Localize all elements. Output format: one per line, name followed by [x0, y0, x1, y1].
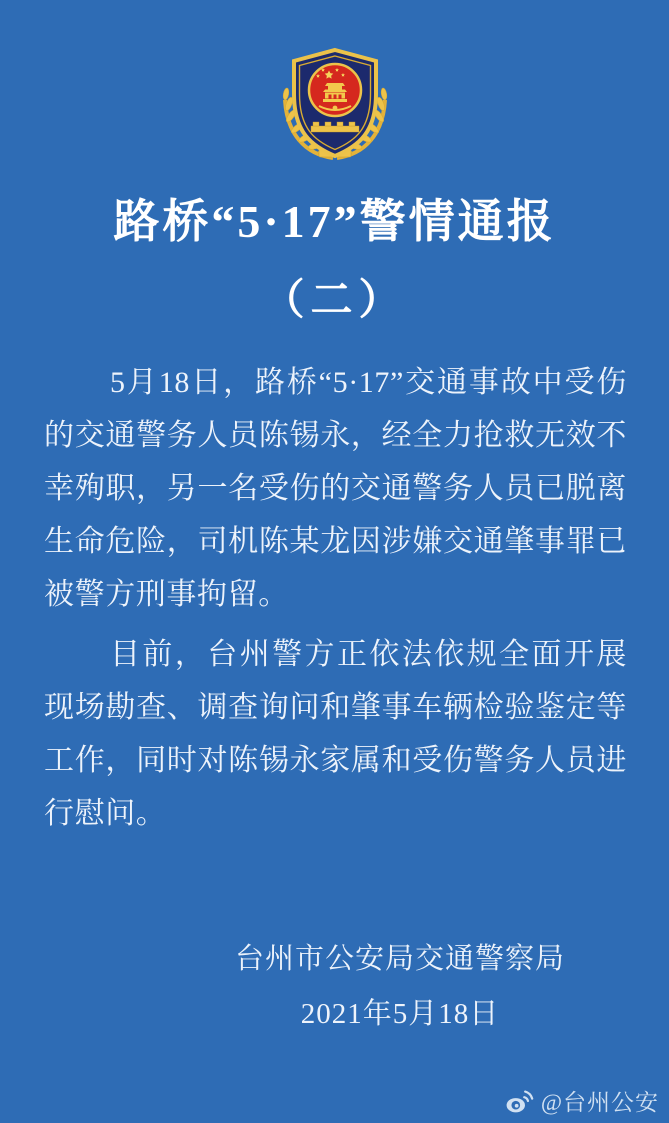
signature-date: 2021年5月18日 [300, 998, 500, 1030]
weibo-account: @台州公安 [540, 1090, 659, 1115]
notice-title-line2: （二） [262, 278, 407, 324]
police-badge-icon [275, 42, 395, 162]
signature-org: 台州市公安局交通警察局 [234, 943, 565, 975]
weibo-icon [505, 1087, 535, 1114]
notice-title [0, 182, 669, 340]
signature-block [233, 932, 567, 1042]
notice-title-line1: 路桥“5·17”警情通报 [113, 196, 556, 247]
notice-paragraph-1: 5月18日，路桥“5·17”交通事故中受伤的交通警务人员陈锡永，经全力抢救无效不幸殉职，另一名受伤的交通警务人员已脱离生命危险，司机陈某龙因涉嫌交通肇事罪已被警方刑事拘留。 [44, 366, 627, 611]
notice-paragraph-2: 目前，台州警方正依法依规全面开展现场勘查、调查询问和肇事车辆检验鉴定等工作，同时对陈锡永家属和受伤警务人员进行慰问。 [44, 638, 627, 830]
notice-body [44, 356, 627, 840]
weibo-watermark [505, 1084, 659, 1117]
police-emblem [275, 42, 395, 162]
